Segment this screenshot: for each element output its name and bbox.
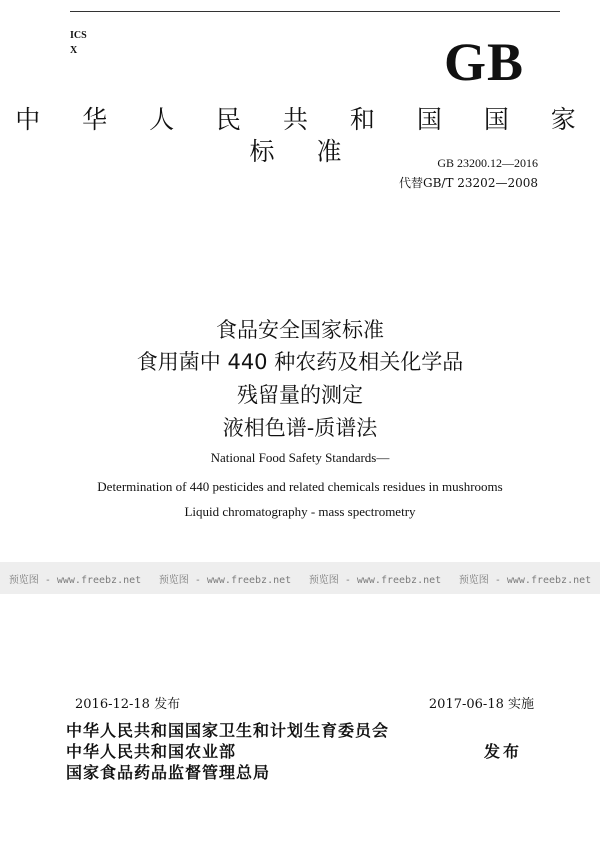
title-en-line2: Determination of 440 pesticides and related chemicals residues in mushrooms xyxy=(97,479,503,494)
top-rule xyxy=(70,11,560,12)
watermark-text: 预览图 - www.freebz.net xyxy=(8,574,142,586)
watermark-text: 预览图 - www.freebz.net xyxy=(458,574,592,586)
standard-type-heading: 中 华 人 民 共 和 国 国 家 标 准 xyxy=(15,105,593,166)
implementation-date: 2017-06-18 实施 xyxy=(428,697,534,712)
ics-label: ICS xyxy=(70,30,87,41)
watermark-text: 预览图 - www.freebz.net xyxy=(158,574,292,586)
issue-date: 2016-12-18 发布 xyxy=(75,697,181,712)
title-en-line3: Liquid chromatography - mass spectrometry xyxy=(184,504,416,519)
title-en-line1: National Food Safety Standards— xyxy=(210,450,390,465)
issuer-health-commission: 中华人民共和国国家卫生和计划生育委员会 xyxy=(66,721,390,740)
publish-label: 发布 xyxy=(484,742,523,761)
gb-logo: GB xyxy=(443,32,524,92)
replaces-standard: 代替GB/T 23202—2008 xyxy=(399,176,538,190)
issuer-agriculture-ministry: 中华人民共和国农业部 xyxy=(66,742,237,761)
title-cn-line3: 残留量的测定 xyxy=(237,383,363,407)
standard-number: GB 23200.12—2016 xyxy=(437,156,538,170)
title-cn-line1: 食品安全国家标准 xyxy=(216,318,384,342)
watermark-text: 预览图 - www.freebz.net xyxy=(308,574,442,586)
watermark-band xyxy=(0,562,600,594)
classification-code: X xyxy=(70,45,78,56)
title-cn-line2: 食用菌中 440 种农药及相关化学品 xyxy=(136,350,464,374)
issuer-food-drug-administration: 国家食品药品监督管理总局 xyxy=(66,763,271,782)
title-cn-line4: 液相色谱-质谱法 xyxy=(222,416,378,440)
